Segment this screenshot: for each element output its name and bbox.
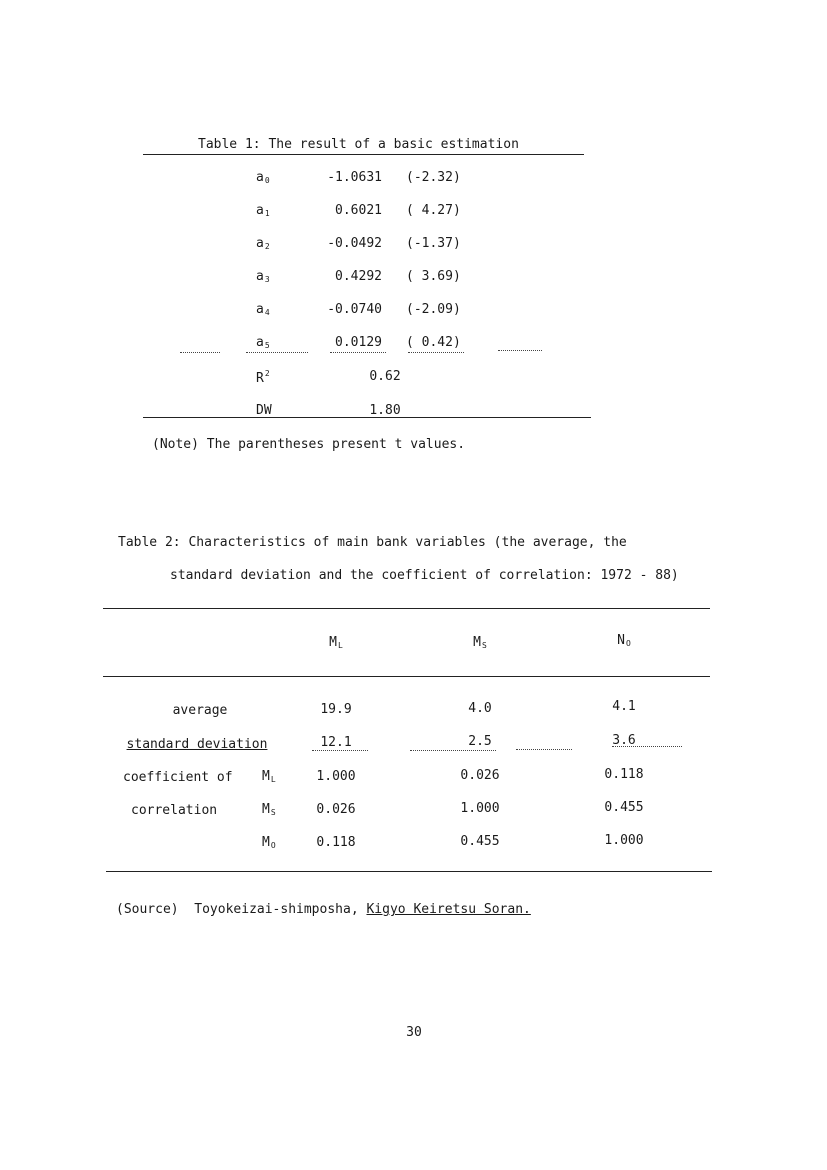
- coef-value: 0.0129: [335, 335, 382, 350]
- coef-label: $a_1$: [256, 203, 270, 218]
- sd-ms: 2.5: [468, 734, 492, 749]
- coef-t-value: ( 3.69): [406, 269, 461, 284]
- corr-value: 0.455: [460, 834, 500, 849]
- coef-value: 0.6021: [335, 203, 382, 218]
- corr-value: 1.000: [316, 769, 356, 784]
- table1-note: (Note) The parentheses present t values.: [152, 437, 466, 452]
- table1-bottom-rule: [143, 417, 591, 418]
- coef-t-value: ( 0.42): [406, 335, 461, 350]
- sd-dotted-rule: [312, 750, 368, 751]
- page-number: 30: [406, 1025, 422, 1040]
- col-header-ms: $M_S$: [473, 635, 487, 650]
- corr-label-line2: correlation: [131, 803, 218, 818]
- r2-value: 0.62: [369, 369, 401, 384]
- table1-top-rule: [143, 154, 584, 155]
- table1-dotted-rule: [180, 352, 220, 353]
- average-ml: 19.9: [320, 702, 352, 717]
- col-header-no: $N_O$: [617, 633, 631, 648]
- dw-value: 1.80: [369, 403, 401, 418]
- coef-label: $a_2$: [256, 236, 270, 251]
- sd-dotted-rule: [612, 746, 682, 747]
- sd-no: 3.6: [612, 733, 636, 748]
- coef-t-value: (-2.32): [406, 170, 461, 185]
- table2-title-line2: standard deviation and the coefficient of correlation: 1972 - 88): [170, 568, 679, 583]
- corr-label-line1: coefficient of: [123, 770, 233, 785]
- corr-row-label: $M_S$: [262, 802, 276, 817]
- coef-value: -0.0492: [327, 236, 382, 251]
- average-label: average: [172, 703, 228, 718]
- table2-source: (Source) Toyokeizai-shimposha, Kigyo Keiretsu Soran.: [116, 902, 531, 917]
- corr-value: 0.455: [604, 800, 644, 815]
- coef-label: $a_4$: [256, 302, 270, 317]
- coef-label: $a_0$: [256, 170, 270, 185]
- corr-value: 0.118: [316, 835, 356, 850]
- coef-value: 0.4292: [335, 269, 382, 284]
- average-ms: 4.0: [468, 701, 492, 716]
- table2-top-rule: [103, 608, 710, 609]
- sd-ml: 12.1: [320, 735, 352, 750]
- table2-bottom-rule: [106, 871, 712, 872]
- corr-value: 1.000: [460, 801, 500, 816]
- sd-dotted-rule: [516, 749, 572, 750]
- coef-value: -1.0631: [327, 170, 382, 185]
- corr-value: 0.118: [604, 767, 644, 782]
- r2-label: $R^2$: [256, 369, 270, 386]
- corr-row-label: $M_L$: [262, 769, 276, 784]
- table1-dotted-rule: [498, 350, 542, 351]
- average-no: 4.1: [612, 699, 636, 714]
- table2-title-line1: Table 2: Characteristics of main bank variables (the average, the: [118, 535, 627, 550]
- coef-t-value: (-1.37): [406, 236, 461, 251]
- corr-row-label: $M_O$: [262, 835, 276, 850]
- corr-value: 0.026: [316, 802, 356, 817]
- corr-value: 0.026: [460, 768, 500, 783]
- table1-dotted-rule: [246, 352, 308, 353]
- coef-label: $a_3$: [256, 269, 270, 284]
- table1-dotted-rule: [408, 352, 464, 353]
- coef-value: -0.0740: [327, 302, 382, 317]
- col-header-ml: $M_L$: [329, 635, 343, 650]
- sd-label: standard deviation: [126, 737, 268, 752]
- coef-label: $a_5$: [256, 335, 270, 350]
- dw-label: DW: [256, 403, 272, 418]
- coef-t-value: (-2.09): [406, 302, 461, 317]
- table1-dotted-rule: [330, 352, 386, 353]
- table1-title: Table 1: The result of a basic estimation: [198, 137, 519, 152]
- table2-header-rule: [103, 676, 710, 677]
- coef-t-value: ( 4.27): [406, 203, 461, 218]
- sd-dotted-rule: [410, 750, 496, 751]
- corr-value: 1.000: [604, 833, 644, 848]
